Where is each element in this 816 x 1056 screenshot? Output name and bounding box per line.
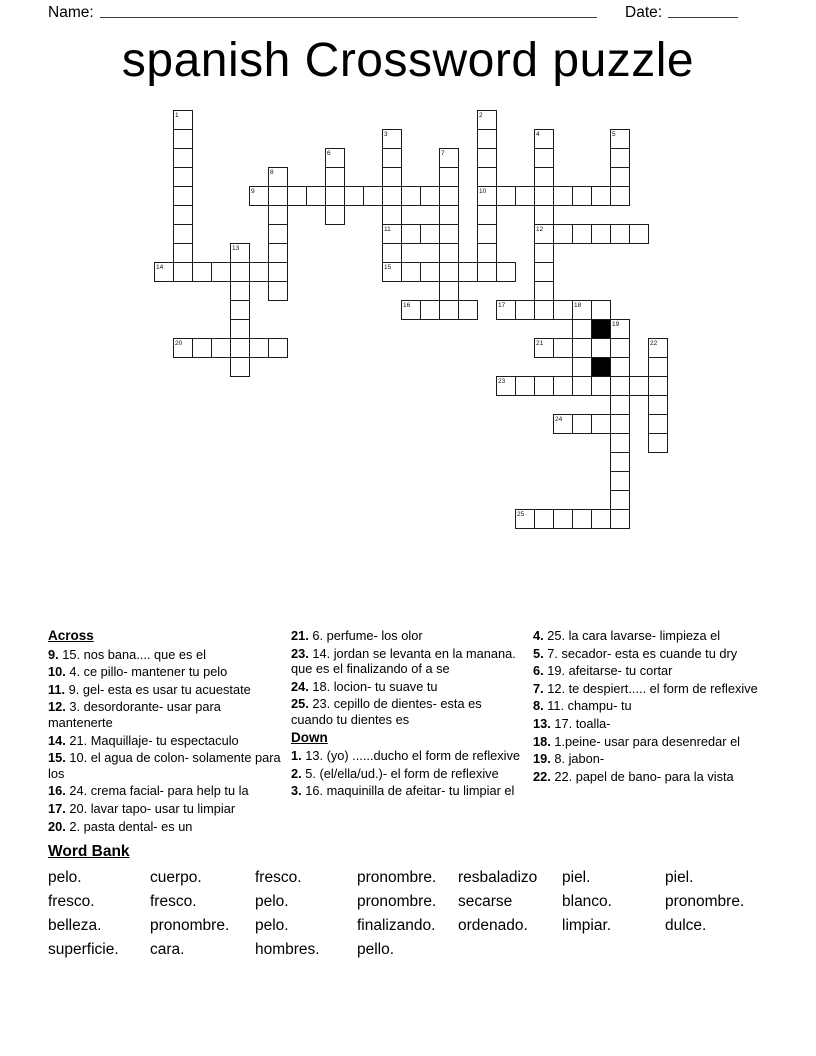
grid-cell[interactable] <box>610 395 630 415</box>
clue-across-23 <box>291 646 524 677</box>
grid-cell[interactable] <box>249 262 269 282</box>
grid-cell[interactable] <box>610 224 630 244</box>
cell-number: 23 <box>498 378 506 385</box>
grid-cell[interactable] <box>268 186 288 206</box>
clue-across-14 <box>48 733 285 749</box>
grid-cell[interactable] <box>534 243 554 263</box>
grid-cell[interactable] <box>211 262 231 282</box>
grid-cell[interactable] <box>648 376 668 396</box>
clue-number: 8. <box>533 698 544 714</box>
clue-number: 13. <box>533 715 551 731</box>
word-bank-word: pelo. <box>48 869 82 886</box>
cell-number: 18 <box>574 302 582 309</box>
clue-text: 20. lavar tapo- usar tu limpiar <box>65 800 236 816</box>
clue-down-1 <box>291 748 524 764</box>
grid-cell[interactable] <box>173 224 193 244</box>
clue-number: 2. <box>291 765 302 781</box>
grid-cell[interactable] <box>610 376 630 396</box>
word-bank-word: ordenado. <box>458 917 528 934</box>
clue-number: 9. <box>48 646 59 662</box>
clue-down-5 <box>533 646 770 662</box>
grid-cell[interactable] <box>268 205 288 225</box>
grid-cell[interactable] <box>439 281 459 301</box>
across-clues-column <box>48 628 285 836</box>
grid-cell[interactable] <box>173 186 193 206</box>
cell-number: 20 <box>175 340 183 347</box>
grid-cell[interactable] <box>173 129 193 149</box>
grid-cell[interactable] <box>591 300 611 320</box>
clue-text: 6. perfume- los olor <box>308 628 423 643</box>
grid-cell[interactable] <box>401 224 421 244</box>
word-bank-word: resbaladizo <box>458 869 538 886</box>
grid-cell[interactable] <box>382 243 402 263</box>
clue-text: 7. secador- esta es cuande tu dry <box>543 645 738 661</box>
word-bank-word: cara. <box>150 941 185 958</box>
grid-cell[interactable] <box>268 243 288 263</box>
word-bank-word: piel. <box>665 869 694 886</box>
grid-cell[interactable] <box>306 186 326 206</box>
grid-cell[interactable] <box>534 205 554 225</box>
grid-cell[interactable] <box>553 376 573 396</box>
clue-number: 15. <box>48 750 66 766</box>
grid-cell[interactable] <box>382 186 402 206</box>
grid-cell[interactable] <box>173 205 193 225</box>
clue-down-2 <box>291 766 524 782</box>
grid-cell[interactable] <box>439 262 459 282</box>
grid-cell[interactable] <box>648 433 668 453</box>
cell-number: 19 <box>612 321 620 328</box>
down-clue-list-continued <box>533 628 770 784</box>
clue-down-18 <box>533 734 770 750</box>
word-bank-word: secarse <box>458 893 513 910</box>
cell-number: 10 <box>479 188 487 195</box>
clue-across-9 <box>48 647 285 663</box>
grid-cell[interactable] <box>173 148 193 168</box>
clue-down-6 <box>533 663 770 679</box>
cell-number: 21 <box>536 340 544 347</box>
grid-cell[interactable] <box>382 148 402 168</box>
word-bank-header: Word Bank <box>48 843 130 860</box>
clue-text: 15. nos bana.... que es el <box>58 646 206 662</box>
across-clue-list-continued <box>291 628 524 728</box>
grid-cell[interactable] <box>515 376 535 396</box>
grid-cell[interactable] <box>382 167 402 187</box>
grid-cell[interactable] <box>477 224 497 244</box>
grid-cell[interactable] <box>553 338 573 358</box>
grid-cell[interactable] <box>610 186 630 206</box>
clue-text: 11. champu- tu <box>543 698 632 714</box>
clue-down-22 <box>533 769 770 785</box>
clue-across-11 <box>48 682 285 698</box>
clue-number: 24. <box>291 678 309 694</box>
grid-cell[interactable] <box>477 262 497 282</box>
word-bank-word: dulce. <box>665 917 707 934</box>
word-bank-word: pello. <box>357 941 395 958</box>
grid-cell[interactable] <box>534 376 554 396</box>
grid-cell[interactable] <box>610 471 630 491</box>
clue-text: 17. toalla- <box>550 715 611 731</box>
clue-number: 18. <box>533 733 551 749</box>
clue-number: 12. <box>48 699 66 715</box>
cell-number: 16 <box>403 302 411 309</box>
grid-cell[interactable] <box>420 186 440 206</box>
cell-number: 2 <box>479 112 483 119</box>
clue-down-4 <box>533 628 770 644</box>
grid-cell[interactable] <box>173 167 193 187</box>
grid-cell[interactable] <box>230 281 250 301</box>
grid-cell[interactable] <box>572 414 592 434</box>
clue-text: 10. el agua de colon- solamente para los <box>48 750 281 781</box>
grid-cell[interactable] <box>648 395 668 415</box>
grid-cell[interactable] <box>192 338 212 358</box>
grid-cell[interactable] <box>325 167 345 187</box>
clue-number: 19. <box>533 751 551 767</box>
grid-cell[interactable] <box>553 224 573 244</box>
clue-text: 12. te despiert..... el form de reflexive <box>543 680 758 696</box>
grid-cell[interactable] <box>534 167 554 187</box>
grid-cell[interactable] <box>534 186 554 206</box>
grid-cell[interactable] <box>477 148 497 168</box>
grid-cell[interactable] <box>648 357 668 377</box>
word-bank-word: finalizando. <box>357 917 436 934</box>
grid-cell[interactable] <box>477 205 497 225</box>
clue-across-15 <box>48 750 285 781</box>
grid-cell[interactable] <box>496 186 516 206</box>
word-bank-word: limpiar. <box>562 917 612 934</box>
grid-cell[interactable] <box>439 186 459 206</box>
grid-cell[interactable] <box>211 338 231 358</box>
clue-number: 10. <box>48 664 66 680</box>
clue-number: 17. <box>48 800 66 816</box>
grid-cell[interactable] <box>572 186 592 206</box>
clue-text: 13. (yo) ......ducho el form de reflexive <box>301 748 521 764</box>
clue-across-25 <box>291 696 524 727</box>
grid-cell[interactable] <box>610 148 630 168</box>
clue-number: 21. <box>291 628 309 643</box>
name-label: Name: <box>48 4 94 21</box>
clue-across-21 <box>291 628 524 644</box>
cell-number: 4 <box>536 131 540 138</box>
grid-cell[interactable] <box>534 281 554 301</box>
grid-cell[interactable] <box>477 167 497 187</box>
grid-cell[interactable] <box>534 262 554 282</box>
clue-text: 24. crema facial- para help tu la <box>65 783 249 799</box>
cell-number: 6 <box>327 150 331 157</box>
cell-number: 24 <box>555 416 563 423</box>
word-bank-word: piel. <box>562 869 591 886</box>
grid-cell[interactable] <box>230 319 250 339</box>
grid-cell[interactable] <box>629 376 649 396</box>
black-cell <box>591 357 611 377</box>
grid-cell[interactable] <box>268 262 288 282</box>
grid-cell[interactable] <box>458 262 478 282</box>
grid-cell[interactable] <box>173 262 193 282</box>
middle-clues-column <box>291 628 524 801</box>
word-bank-word: hombres. <box>255 941 320 958</box>
grid-cell[interactable] <box>610 414 630 434</box>
grid-cell[interactable] <box>572 319 592 339</box>
word-bank-word: fresco. <box>255 869 302 886</box>
word-bank-word: pelo. <box>255 917 289 934</box>
word-bank-grid <box>48 869 788 959</box>
grid-cell[interactable] <box>610 509 630 529</box>
cell-number: 7 <box>441 150 445 157</box>
grid-cell[interactable] <box>591 376 611 396</box>
clue-text: 19. afeitarse- tu cortar <box>543 663 673 679</box>
grid-cell[interactable] <box>344 186 364 206</box>
grid-cell[interactable] <box>382 205 402 225</box>
clue-across-20 <box>48 819 285 835</box>
clue-number: 6. <box>533 663 544 679</box>
grid-cell[interactable] <box>325 205 345 225</box>
grid-cell[interactable] <box>572 224 592 244</box>
cell-number: 15 <box>384 264 392 271</box>
grid-cell[interactable] <box>458 300 478 320</box>
grid-cell[interactable] <box>268 281 288 301</box>
grid-cell[interactable] <box>477 129 497 149</box>
clue-across-16 <box>48 783 285 799</box>
grid-cell[interactable] <box>591 224 611 244</box>
grid-cell[interactable] <box>553 300 573 320</box>
cell-number: 5 <box>612 131 616 138</box>
grid-cell[interactable] <box>534 148 554 168</box>
grid-cell[interactable] <box>287 186 307 206</box>
clue-across-24 <box>291 679 524 695</box>
grid-cell[interactable] <box>249 338 269 358</box>
crossword-grid <box>154 110 668 529</box>
clue-text: 23. cepillo de dientes- esta es cuando tu dientes es <box>291 696 482 727</box>
grid-cell[interactable] <box>420 262 440 282</box>
name-input-line[interactable] <box>100 0 597 18</box>
grid-cell[interactable] <box>534 300 554 320</box>
grid-cell[interactable] <box>439 205 459 225</box>
grid-cell[interactable] <box>572 509 592 529</box>
grid-cell[interactable] <box>325 186 345 206</box>
clue-number: 25. <box>291 696 309 712</box>
clue-number: 14. <box>48 732 66 748</box>
page-title: spanish Crossword puzzle <box>121 34 695 87</box>
grid-cell[interactable] <box>230 338 250 358</box>
word-bank-word: pronombre. <box>357 869 437 886</box>
grid-cell[interactable] <box>610 338 630 358</box>
grid-cell[interactable] <box>610 490 630 510</box>
clue-down-7 <box>533 681 770 697</box>
grid-cell[interactable] <box>610 357 630 377</box>
grid-cell[interactable] <box>230 262 250 282</box>
grid-cell[interactable] <box>477 243 497 263</box>
clue-number: 3. <box>291 783 302 799</box>
grid-cell[interactable] <box>420 300 440 320</box>
clue-text: 2. pasta dental- es un <box>65 818 193 834</box>
clue-text: 18. locion- tu suave tu <box>308 678 438 694</box>
grid-cell[interactable] <box>534 509 554 529</box>
word-bank-word: cuerpo. <box>150 869 202 886</box>
clue-text: 25. la cara lavarse- limpieza el <box>543 628 721 643</box>
date-input-line[interactable] <box>668 0 738 18</box>
down-clue-list <box>291 748 524 799</box>
clue-number: 22. <box>533 768 551 784</box>
word-bank-word: fresco. <box>48 893 95 910</box>
grid-cell[interactable] <box>230 357 250 377</box>
grid-cell[interactable] <box>363 186 383 206</box>
grid-cell[interactable] <box>591 509 611 529</box>
grid-cell[interactable] <box>572 376 592 396</box>
clue-text: 4. ce pillo- mantener tu pelo <box>65 664 228 680</box>
grid-cell[interactable] <box>173 243 193 263</box>
cell-number: 9 <box>251 188 255 195</box>
grid-cell[interactable] <box>230 300 250 320</box>
cell-number: 8 <box>270 169 274 176</box>
grid-cell[interactable] <box>610 433 630 453</box>
clue-across-17 <box>48 801 285 817</box>
grid-cell[interactable] <box>496 262 516 282</box>
clue-text: 22. papel de bano- para la vista <box>550 768 734 784</box>
word-bank-word: pelo. <box>255 893 289 910</box>
grid-cell[interactable] <box>515 186 535 206</box>
clue-number: 7. <box>533 680 544 696</box>
grid-cell[interactable] <box>439 224 459 244</box>
word-bank-word: belleza. <box>48 917 102 934</box>
grid-cell[interactable] <box>420 224 440 244</box>
grid-cell[interactable] <box>401 262 421 282</box>
cell-number: 25 <box>517 511 525 518</box>
clue-number: 5. <box>533 645 544 661</box>
cell-number: 14 <box>156 264 164 271</box>
grid-cell[interactable] <box>553 186 573 206</box>
clue-text: 1.peine- usar para desenredar el <box>550 733 741 749</box>
across-clue-list <box>48 647 285 835</box>
cell-number: 22 <box>650 340 658 347</box>
clue-number: 11. <box>48 681 66 697</box>
cell-number: 11 <box>384 226 391 233</box>
clue-text: 5. (el/ella/ud.)- el form de reflexive <box>301 765 499 781</box>
clue-text: 14. jordan se levanta en la manana. que es el finalizando of a se <box>291 645 516 677</box>
grid-cell[interactable] <box>439 167 459 187</box>
cell-number: 13 <box>232 245 240 252</box>
clue-down-3 <box>291 783 524 799</box>
clue-text: 21. Maquillaje- tu espectaculo <box>65 732 239 748</box>
clue-number: 16. <box>48 783 66 799</box>
cell-number: 17 <box>498 302 506 309</box>
clue-text: 8. jabon- <box>550 751 605 767</box>
word-bank-word: superficie. <box>48 941 119 958</box>
word-bank-word: pronombre. <box>150 917 230 934</box>
clue-down-8 <box>533 698 770 714</box>
word-bank-word: fresco. <box>150 893 197 910</box>
word-bank-word: pronombre. <box>665 893 745 910</box>
grid-cell[interactable] <box>268 224 288 244</box>
grid-cell[interactable] <box>648 414 668 434</box>
cell-number: 3 <box>384 131 388 138</box>
clue-text: 3. desordorante- usar para mantenerte <box>48 699 221 730</box>
clue-down-19 <box>533 751 770 767</box>
clue-number: 20. <box>48 818 66 834</box>
grid-cell[interactable] <box>591 186 611 206</box>
clue-number: 23. <box>291 645 309 661</box>
clue-number: 4. <box>533 628 544 643</box>
black-cell <box>591 319 611 339</box>
clue-down-13 <box>533 716 770 732</box>
clue-across-10 <box>48 664 285 680</box>
grid-cell[interactable] <box>572 357 592 377</box>
clue-across-12 <box>48 699 285 730</box>
grid-cell[interactable] <box>610 167 630 187</box>
grid-cell[interactable] <box>268 338 288 358</box>
grid-cell[interactable] <box>553 509 573 529</box>
cell-number: 1 <box>175 112 179 119</box>
grid-cell[interactable] <box>610 452 630 472</box>
clue-number: 1. <box>291 748 302 764</box>
grid-cell[interactable] <box>401 186 421 206</box>
clue-text: 16. maquinilla de afeitar- tu limpiar el <box>301 783 515 799</box>
cell-number: 12 <box>536 226 544 233</box>
date-label: Date: <box>625 4 663 21</box>
right-clues-column <box>533 628 770 786</box>
grid-cell[interactable] <box>591 338 611 358</box>
grid-cell[interactable] <box>439 300 459 320</box>
word-bank-word: pronombre. <box>357 893 437 910</box>
word-bank-word: blanco. <box>562 893 612 910</box>
across-header: Across <box>48 628 94 643</box>
grid-cell[interactable] <box>591 414 611 434</box>
clue-text: 9. gel- esta es usar tu acuestate <box>65 681 251 697</box>
down-header: Down <box>291 729 328 745</box>
grid-cell[interactable] <box>515 300 535 320</box>
grid-cell[interactable] <box>629 224 649 244</box>
word-bank <box>48 843 788 959</box>
grid-cell[interactable] <box>439 243 459 263</box>
grid-cell[interactable] <box>572 338 592 358</box>
grid-cell[interactable] <box>192 262 212 282</box>
